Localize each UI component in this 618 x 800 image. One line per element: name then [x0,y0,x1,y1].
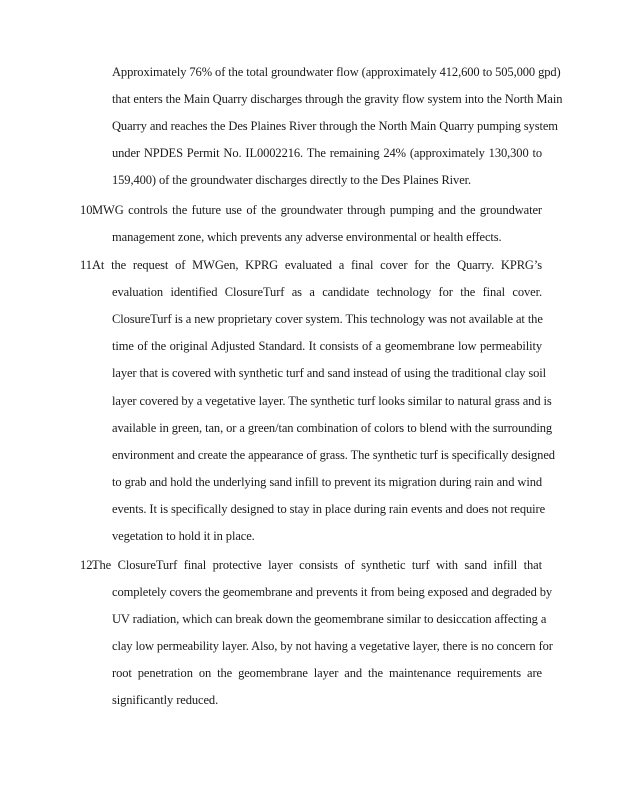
body-text-line: completely covers the geomembrane and prevents it from being exposed and degraded by [112,585,553,599]
body-text-line: available in green, tan, or a green/tan combination of colors to blend with the surrounding [112,421,553,435]
body-text-line: vegetation to hold it in place. [112,529,255,543]
body-text-line: significantly reduced. [112,693,219,707]
body-text-line: ClosureTurf is a new proprietary cover system. This technology was not available at the [112,312,543,326]
body-text-line: Quarry and reaches the Des Plaines River through the North Main Quarry pumping system [112,119,558,133]
body-text-line: root penetration on the geomembrane layer and the maintenance requirements are [112,666,542,680]
body-text-line: layer that is covered with synthetic turf and sand instead of using the traditional clay soil [112,366,546,380]
paragraph-number: 11. [80,258,96,272]
body-text-line: time of the original Adjusted Standard. It consists of a geomembrane low permeability [112,339,542,353]
paragraph-number: 10. [80,203,96,217]
body-text-line: events. It is specifically designed to stay in place during rain events and does not require [112,502,546,516]
body-text-line: The ClosureTurf final protective layer consists of synthetic turf with sand infill that [92,558,542,572]
body-text-line: clay low permeability layer. Also, by not having a vegetative layer, there is no concern for [112,639,553,653]
body-text-line: 159,400) of the groundwater discharges directly to the Des Plaines River. [112,173,472,187]
body-text-line: environment and create the appearance of grass. The synthetic turf is specifically designed [112,448,555,462]
body-text-line: that enters the Main Quarry discharges through the gravity flow system into the North Main [112,92,563,106]
body-text-line: to grab and hold the underlying sand infill to prevent its migration during rain and wind [112,475,542,489]
body-text-line: evaluation identified ClosureTurf as a candidate technology for the final cover. [112,285,542,299]
body-text-line: management zone, which prevents any adverse environmental or health effects. [112,230,502,244]
body-text-line: layer covered by a vegetative layer. The synthetic turf looks similar to natural grass and is [112,394,552,408]
body-text-line: MWG controls the future use of the groundwater through pumping and the groundwater [92,203,542,217]
body-text-line: under NPDES Permit No. IL0002216. The remaining 24% (approximately 130,300 to [112,146,542,160]
body-text-line: Approximately 76% of the total groundwater flow (approximately 412,600 to 505,000 gpd) [112,65,561,79]
paragraph-number: 12. [80,558,96,572]
body-text-line: At the request of MWGen, KPRG evaluated a final cover for the Quarry. KPRG’s [92,258,542,272]
body-text-line: UV radiation, which can break down the geomembrane similar to desiccation affecting a [112,612,547,626]
